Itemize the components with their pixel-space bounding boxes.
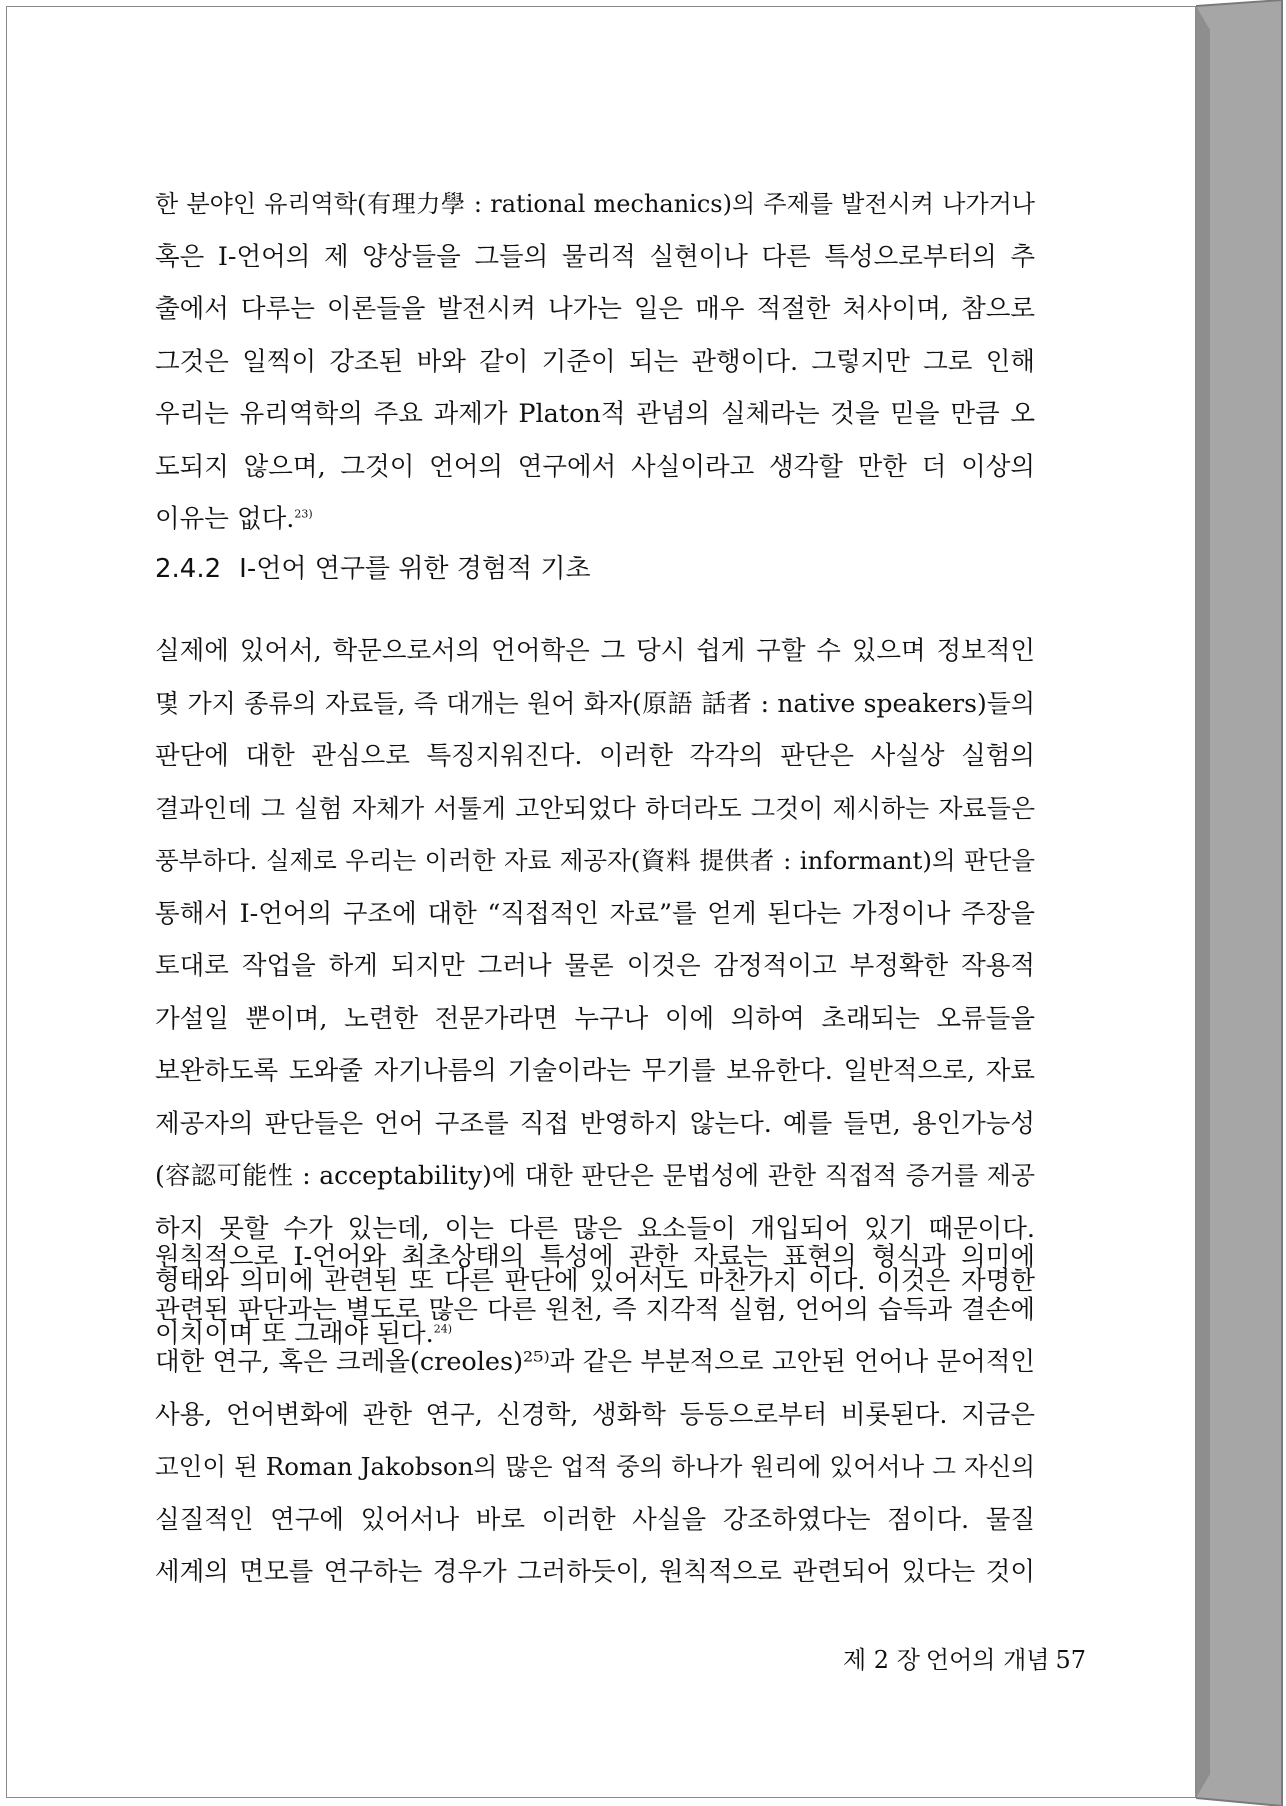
- text-line: (容認可能性 : acceptability)에 대한 판단은 문법성에 관한 직접적 증거를 제공: [155, 1161, 1035, 1190]
- text-line: 하지 못할 수가 있는데, 이는 다른 많은 요소들이 개입되어 있기 때문이다.: [155, 1213, 1035, 1244]
- text-line: 도되지 않으며, 그것이 언어의 연구에서 사실이라고 생각할 만한 더 이상의: [155, 451, 1035, 482]
- text-line-content: 이치이며 또 그래야 된다.: [155, 1318, 434, 1349]
- section-heading: [155, 548, 755, 585]
- text-line: 고인이 된 Roman Jakobson의 많은 업적 중의 하나가 원리에 있어서나 그 자신의: [155, 1452, 1035, 1481]
- section-number: 2.4.2: [155, 554, 222, 584]
- text-line: 몇 가지 종류의 자료들, 즉 대개는 원어 화자(原語 話者 : native speakers)들의: [155, 688, 1035, 718]
- chapter-label: 제 2 장: [842, 1646, 920, 1674]
- section-title: I-언어 연구를 위한 경험적 기초: [239, 554, 591, 584]
- text-line: 세계의 면모를 연구하는 경우가 그러하듯이, 원칙적으로 관련되어 있다는 것이: [155, 1557, 1035, 1587]
- text-line: 그것은 일찍이 강조된 바와 같이 기준이 되는 관행이다. 그렇지만 그로 인해: [155, 346, 1035, 377]
- text-line: 사용, 언어변화에 관한 연구, 신경학, 생화학 등등으로부터 비롯된다. 지금은: [155, 1399, 1035, 1430]
- text-line: 우리는 유리역학의 주요 과제가 Platon적 관념의 실체라는 것을 믿을 만큼 오: [155, 399, 1035, 429]
- text-line: 통해서 I-언어의 구조에 대한 “직접적인 자료”를 얻게 된다는 가정이나 주장을: [155, 898, 1035, 929]
- text-line: 혹은 I-언어의 제 양상들을 그들의 물리적 실현이나 다른 특성으로부터의 추: [155, 241, 1035, 272]
- footnote-marker: 24): [433, 1322, 453, 1335]
- page-footer: [837, 1640, 1086, 1675]
- paragraph-1: [155, 178, 1035, 546]
- text-line: 판단에 대한 관심으로 특징지워진다. 이러한 각각의 판단은 사실상 실험의: [155, 741, 1035, 771]
- text-line: 토대로 작업을 하게 되지만 그러나 물론 이것은 감정적이고 부정확한 작용적: [155, 951, 1035, 981]
- text-line: 제공자의 판단들은 언어 구조를 직접 반영하지 않는다. 예를 들면, 용인가능성: [155, 1108, 1035, 1139]
- text-line: 관련된 판단과는 별도로 많은 다른 원천, 즉 지각적 실험, 언어의 습득과 결손에: [155, 1294, 1035, 1325]
- text-line: 대한 연구, 혹은 크레올(creoles)²⁵⁾과 같은 부분적으로 고안된 언어나 문어적인: [155, 1347, 1035, 1377]
- page-number: 57: [1055, 1646, 1086, 1674]
- text-line: 결과인데 그 실험 자체가 서툴게 고안되었다 하더라도 그것이 제시하는 자료들은: [155, 793, 1035, 823]
- text-line: 보완하도록 도와줄 자기나름의 기술이라는 무기를 보유한다. 일반적으로, 자료: [155, 1056, 1035, 1086]
- text-line: 실질적인 연구에 있어서나 바로 이러한 사실을 강조하였다는 점이다. 물질: [155, 1504, 1035, 1535]
- text-line: 가설일 뿐이며, 노련한 전문가라면 누구나 이에 의하여 초래되는 오류들을: [155, 1003, 1035, 1034]
- text-line: 출에서 다루는 이론들을 발전시켜 나가는 일은 매우 적절한 처사이며, 참으로: [155, 294, 1035, 324]
- chapter-title: 언어의 개념: [925, 1646, 1050, 1674]
- text-line: 형태와 의미에 관련된 또 다른 판단에 있어서도 마찬가지 이다. 이것은 자명한: [155, 1266, 1035, 1296]
- book-page-edge: [1196, 0, 1286, 1806]
- text-line: 한 분야인 유리역학(有理力學 : rational mechanics)의 주제를 발전시켜 나가거나: [155, 190, 1035, 218]
- text-line-content: 이유는 없다.: [155, 504, 295, 534]
- text-line: 원칙적으로 I-언어와 최초상태의 특성에 관한 자료는 표현의 형식과 의미에: [155, 1242, 1035, 1272]
- text-line-last: [155, 493, 1035, 546]
- text-line: 풍부하다. 실제로 우리는 이러한 자료 제공자(資料 提供者 : informant)의 판단을: [155, 846, 1035, 875]
- footnote-marker: 23): [294, 507, 313, 521]
- text-line: 실제에 있어서, 학문으로서의 언어학은 그 당시 쉽게 구할 수 있으며 정보적인: [155, 636, 1035, 666]
- paragraph-3: [155, 1231, 1035, 1599]
